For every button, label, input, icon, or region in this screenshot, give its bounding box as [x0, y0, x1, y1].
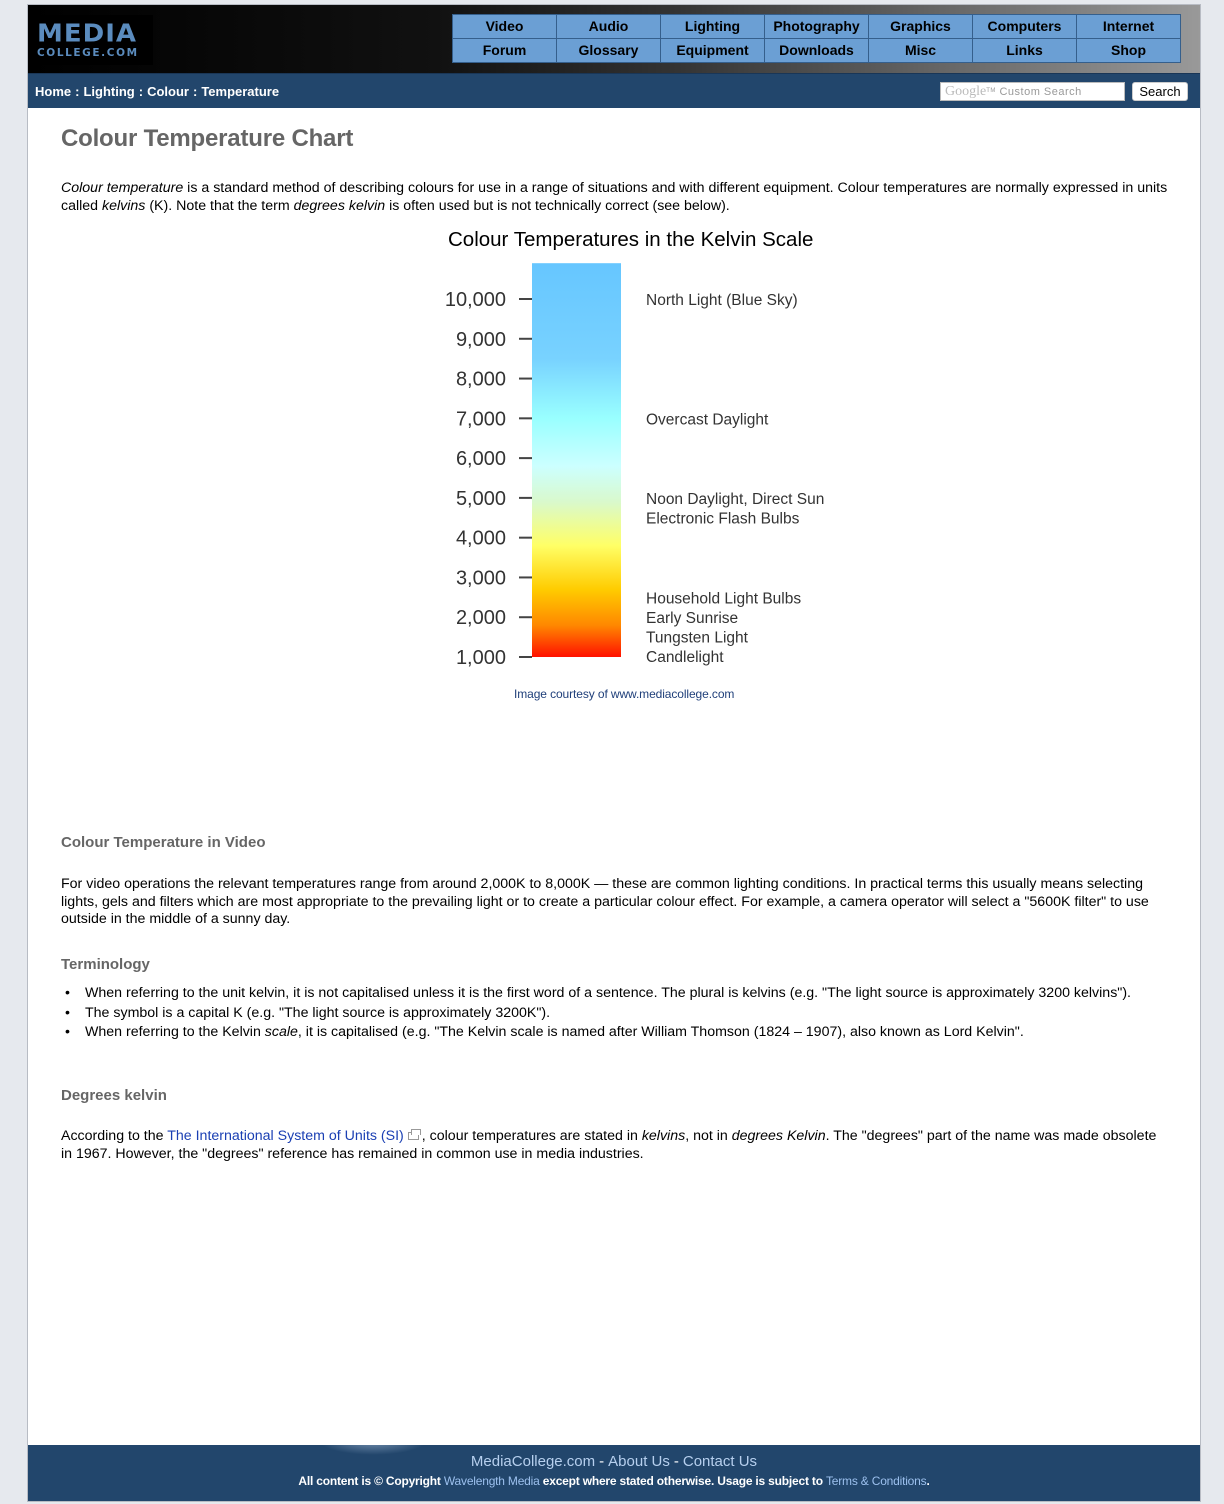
breadcrumb-colour[interactable]: Colour: [147, 84, 189, 99]
search-placeholder-text: Custom Search: [999, 86, 1082, 98]
copyright-text: .: [926, 1474, 930, 1488]
y-tick-label: 3,000: [455, 567, 506, 590]
intro-text: is often used but is not technically correct (see below).: [385, 197, 730, 214]
annotations: [646, 292, 824, 666]
search-input[interactable]: [940, 82, 1125, 101]
copyright-text: except where stated otherwise. Usage is subject to: [539, 1474, 826, 1488]
terminology-item-text: When referring to the unit kelvin, it is not capitalised unless it is the first word of a sentence. The plural is kelvins (e.g. "The light source is approximately 3200 kelvins").: [85, 985, 1131, 1001]
annotation-label: Tungsten Light: [646, 629, 748, 647]
si-units-link[interactable]: The International System of Units (SI): [167, 1128, 404, 1144]
breadcrumb-home[interactable]: Home: [35, 84, 72, 99]
nav-internet[interactable]: Internet: [1077, 15, 1180, 38]
list-item: [61, 1004, 1151, 1024]
video-paragraph: For video operations the relevant temperatures range from around 2,000K to 8,000K — these are common lighting conditions. In practical terms this usually means selecting lights, gels and filters which are most appropriate to the prevailing light or to create a particular colour effect. For example, a camera operator will select a "5600K filter" to use outside in the middle of a sunny day.: [61, 876, 1149, 927]
footer-links: [28, 1453, 1200, 1470]
y-tick-label: 5,000: [455, 487, 506, 510]
y-tick-label: 8,000: [455, 368, 506, 391]
nav-shop[interactable]: Shop: [1077, 39, 1180, 62]
degrees-paragraph: [61, 1128, 1169, 1163]
intro-em-colour-temperature: Colour temperature: [61, 180, 184, 196]
nav-lighting[interactable]: Lighting: [661, 15, 764, 38]
logo-text-college: COLLEGE.COM: [37, 47, 139, 59]
annotation-label: Electronic Flash Bulbs: [646, 510, 800, 528]
y-tick-label: 10,000: [444, 289, 506, 311]
annotation-label: Noon Daylight, Direct Sun: [646, 490, 825, 508]
copyright-text: All content is © Copyright: [298, 1474, 444, 1488]
y-tick-label: 9,000: [455, 328, 506, 351]
footer-separator: -: [673, 1453, 679, 1470]
degrees-text: , colour temperatures are stated in: [421, 1128, 642, 1144]
site-logo[interactable]: [28, 15, 153, 65]
nav-photography[interactable]: Photography: [765, 15, 868, 38]
breadcrumb: [35, 84, 279, 99]
annotation-label: Household Light Bulbs: [646, 590, 802, 608]
chart-annotation: [646, 590, 801, 666]
y-axis: [445, 289, 532, 669]
intro-text: (K). Note that the term: [145, 197, 294, 214]
footer-copyright: [28, 1474, 1200, 1488]
external-link-icon[interactable]: [408, 1132, 419, 1140]
search-button[interactable]: Search: [1132, 82, 1188, 101]
degrees-text: , not in: [685, 1128, 732, 1144]
y-tick-label: 2,000: [455, 607, 506, 630]
list-item: [61, 984, 1151, 1004]
nav-video[interactable]: Video: [453, 15, 556, 38]
breadcrumb-separator: :: [138, 84, 144, 99]
terminology-list: [61, 984, 1151, 1043]
terms-link[interactable]: Terms & Conditions: [825, 1474, 927, 1488]
terminology-item-text: When referring to the Kelvin: [85, 1024, 265, 1040]
chart-title: Colour Temperatures in the Kelvin Scale: [448, 228, 814, 251]
heading-video: Colour Temperature in Video: [61, 834, 266, 851]
breadcrumb-separator: :: [75, 84, 80, 99]
search-placeholder-brand: Google: [945, 84, 987, 99]
kelvin-chart: [406, 224, 826, 704]
wavelength-media-link[interactable]: Wavelength Media: [443, 1474, 540, 1488]
footer-link-contact[interactable]: Contact Us: [682, 1453, 758, 1470]
heading-terminology: Terminology: [61, 956, 150, 973]
nav-downloads[interactable]: Downloads: [765, 39, 868, 62]
y-tick-label: 1,000: [455, 647, 506, 669]
terminology-item-text: , it is capitalised (e.g. "The Kelvin scale is named after William Thomson (1824 – 1907), also known as Lord Kelvin".: [297, 1024, 1024, 1040]
y-tick-label: 4,000: [455, 527, 506, 550]
y-tick-label: 7,000: [455, 408, 506, 431]
nav-misc[interactable]: Misc: [869, 39, 972, 62]
list-item: [61, 1023, 1151, 1043]
chart-canvas: [406, 224, 846, 694]
degrees-em-kelvins: kelvins: [641, 1128, 686, 1144]
colour-gradient-bar: [532, 263, 621, 657]
footer-link-about[interactable]: About Us: [608, 1453, 670, 1470]
intro-em-degrees-kelvin: degrees kelvin: [293, 197, 386, 214]
nav-graphics[interactable]: Graphics: [869, 15, 972, 38]
nav-equipment[interactable]: Equipment: [661, 39, 764, 62]
site-header: [28, 5, 1200, 73]
breadcrumb-lighting[interactable]: Lighting: [83, 84, 135, 99]
y-tick-label: 6,000: [455, 448, 506, 471]
nav-audio[interactable]: Audio: [557, 15, 660, 38]
image-credit: Image courtesy of www.mediacollege.com: [514, 687, 735, 701]
intro-em-kelvins: kelvins: [102, 197, 146, 214]
annotation-label: Early Sunrise: [646, 609, 739, 627]
breadcrumb-separator: :: [192, 84, 198, 99]
terminology-item-text: The symbol is a capital K (e.g. "The light source is approximately 3200K").: [85, 1004, 551, 1021]
chart-annotation: [646, 292, 798, 309]
nav-forum[interactable]: Forum: [453, 39, 556, 62]
annotation-label: Overcast Daylight: [646, 411, 769, 429]
heading-degrees-kelvin: Degrees kelvin: [61, 1087, 167, 1104]
intro-paragraph: [61, 180, 1169, 215]
chart-annotation: [646, 411, 769, 428]
page-title: Colour Temperature Chart: [61, 125, 354, 152]
nav-glossary[interactable]: Glossary: [557, 39, 660, 62]
terminology-em-scale: scale: [264, 1024, 298, 1040]
degrees-text: According to the: [61, 1128, 168, 1144]
breadcrumb-bar: [28, 73, 1200, 108]
intro-text: is a standard method of describing colours for use in a range of situations and with different equipment. Colour temperatures are normally expressed in units called: [61, 180, 1168, 214]
annotation-label: Candlelight: [646, 649, 724, 667]
site-footer: [28, 1445, 1200, 1501]
nav-links[interactable]: Links: [973, 39, 1076, 62]
page-container: [27, 4, 1201, 1502]
logo-text-media: MEDIA: [37, 19, 138, 49]
footer-separator: -: [599, 1453, 605, 1470]
nav-computers[interactable]: Computers: [973, 15, 1076, 38]
degrees-em-degrees-kelvin: degrees Kelvin: [731, 1128, 826, 1144]
degrees-text: . The "degrees" part of the name was made obsolete in 1967. However, the "degrees" reference has remained in common use in media industries.: [61, 1128, 1157, 1162]
search-placeholder-tm: TM: [986, 88, 996, 94]
footer-link-home[interactable]: MediaCollege.com: [470, 1453, 596, 1470]
breadcrumb-temperature[interactable]: Temperature: [201, 84, 280, 99]
chart-annotation: [646, 491, 824, 528]
main-nav: [452, 14, 1181, 63]
annotation-label: North Light (Blue Sky): [646, 292, 798, 309]
